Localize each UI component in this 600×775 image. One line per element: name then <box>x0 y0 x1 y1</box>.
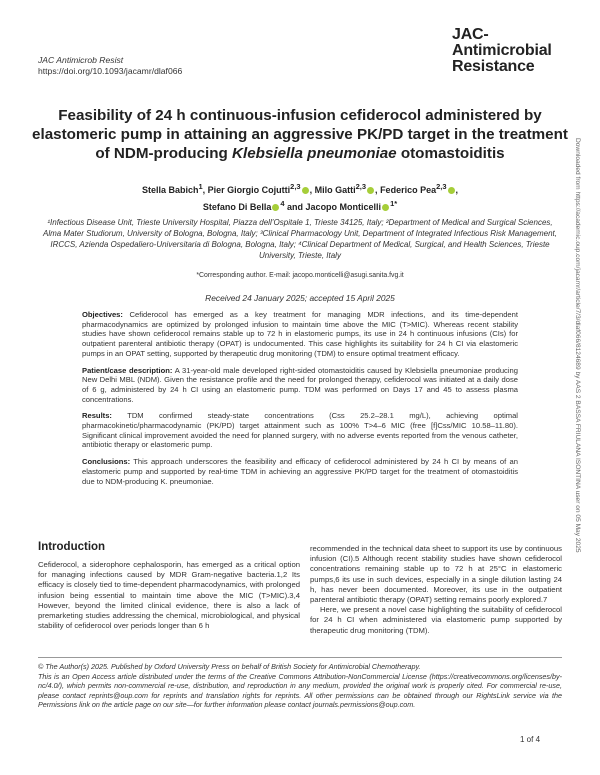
download-watermark-text: Downloaded from https://academic.oup.com/jacamr/article/7/3/dlaf066/8124689 by AAS 2 BASSA FRIULANA ISONTINA user on 05 May 2025 <box>574 138 581 553</box>
abstract-label: Objectives: <box>82 310 123 319</box>
intro-paragraph: Here, we present a novel case highlighting the suitability of cefiderocol for 24 h CI when administered via elastomeric pump supported by therapeutic drug monitoring (TDM). <box>310 605 562 635</box>
orcid-icon[interactable] <box>367 187 374 194</box>
author-affil-sup: 2,3 <box>290 182 301 191</box>
journal-name: JAC Antimicrob Resist <box>38 55 124 65</box>
brand-line-3: Resistance <box>452 58 535 75</box>
abstract-objectives <box>82 310 518 359</box>
brand-line-2: Antimicrobial <box>452 42 552 59</box>
license-footer <box>38 662 562 710</box>
intro-paragraph: Cefiderocol, a siderophore cephalosporin, has emerged as a critical option for managing infections caused by MDR Gram-negative bacteria.1,2 Its efficacy is closely tied to time-dependent pharmacodynamics, with prolonged infusion being essential to maintain time above the MIC (T>MIC).3,4 However, beyond the limited clinical evidence, there is also a lack of premarketing studies addressing the chemical, microbiological, and physical stability of cefiderocol over periods longer than 6 h <box>38 560 300 631</box>
abstract-text: A 31-year-old male developed right-sided otomastoiditis caused by Klebsiella pneumoniae producing New Delhi MBL (NDM). Given the resistance profile and the need for prolonged therapy, cefiderocol was initiated at a daily dose of 6 g, administered by 24 h CI using an elastomeric pump. TDM was performed on Days 17 and 45 to assess plasma concentrations. <box>82 365 518 404</box>
author[interactable]: Stefano Di Bella <box>202 202 272 212</box>
abstract-text: This approach underscores the feasibility and efficacy of cefiderocol administered by 24 h CI by means of an elastomeric pump and supported by real-time TDM in achieving an aggressive PK/PD target for the treatment of otomastoiditis due to NDM-producing K. pneumoniae. <box>82 457 518 486</box>
page-number: 1 of 4 <box>520 735 541 744</box>
abstract-patient <box>82 366 518 405</box>
author-affil-sup: 4 <box>280 199 285 208</box>
intro-paragraph: recommended in the technical data sheet to support its use by continuous infusion (CI).5 Although recent stability studies have shown cefiderocol concentrations remaining stable up to 72 h at 25°C in elastomeric pumps,6 its use in such devices, especially in a single dilution lasting 24 h, has never been documented. Moreover, its use in the outpatient parenteral antibiotic therapy (OPAT) setting remains poorly explored.7 <box>310 544 562 605</box>
author[interactable]: Milo Gatti <box>314 185 356 195</box>
title-main: Feasibility of 24 h continuous-infusion cefiderocol administered by elastomeric pump in attaining an aggressive PK/PD target in the treatment of NDM-producing <box>32 107 568 162</box>
title-end: otomastoiditis <box>396 145 505 162</box>
abstract-label: Results: <box>82 411 112 421</box>
doi-link[interactable]: https://doi.org/10.1093/jacamr/dlaf066 <box>38 66 183 76</box>
author-affil-sup: 1 <box>198 182 203 191</box>
intro-column-left <box>38 560 300 631</box>
intro-column-right <box>310 544 562 636</box>
download-watermark <box>570 138 584 646</box>
author-affil-sup: 2,3 <box>436 182 447 191</box>
received-dates: Received 24 January 2025; accepted 15 April 2025 <box>205 293 395 303</box>
license-text: This is an Open Access article distributed under the terms of the Creative Commons Attribution-NonCommercial License (https://creativecommons.org/licenses/by-nc/4.0/), which permits non-commercial re-use, distribution, and reproduction in any medium, provided the original work is properly cited. For commercial re-use, please contact reprints@oup.com for reprints and translation rights for reprints. All other permissions can be obtained through our RightsLink service via the Permissions link on the article page on our site—for further information please contact journals.permissions@oup.com. <box>38 671 562 710</box>
affiliations: ¹Infectious Disease Unit, Trieste University Hospital, Piazza dell’Ospitale 1, Trieste 34125, Italy; ²Department of Medical and Surgical Sciences, Alma Mater Studiorum, University of Bologna, Bologna, Italy; ³Clinical Pharmacology Unit, Department of Integrated Infectious Risk Management, IRCCS, Azienda Ospedaliero-Universitaria di Bologna, Bologna, Italy; ⁴Clinical Department of Medical, Surgical, and Health Sciences, Trieste University, Trieste, Italy <box>42 218 557 260</box>
orcid-icon[interactable] <box>382 204 389 211</box>
author-affil-sup: 1* <box>390 199 398 208</box>
brand-line-1: JAC- <box>452 26 489 43</box>
orcid-icon[interactable] <box>272 204 279 211</box>
author-affil-sup: 2,3 <box>355 182 367 191</box>
author[interactable]: Jacopo Monticelli <box>305 202 382 212</box>
author[interactable]: Stella Babich <box>141 185 199 195</box>
footer-divider <box>38 657 562 658</box>
author[interactable]: Pier Giorgio Cojutti <box>207 185 291 195</box>
author-list: Stella Babich$^1$, Pier Giorgio Cojutti$^{2,3}$ , Milo Gatti$^{2,3}$ , Federico Pea$^{2,3}$ , Stefano Di Bella $^4$ and Jacopo Monticelli $^{1*}$ <box>141 182 459 212</box>
orcid-icon[interactable] <box>448 187 455 194</box>
corresponding-author: *Corresponding author. E-mail: jacopo.monticelli@asugi.sanita.fvg.it <box>196 272 404 279</box>
abstract-label: Conclusions: <box>82 457 131 467</box>
abstract-conclusions <box>82 457 518 486</box>
abstract-label: Patient/case description: <box>82 365 173 375</box>
orcid-icon[interactable] <box>302 187 309 194</box>
section-heading-introduction: Introduction <box>38 541 106 553</box>
title-species: Klebsiella pneumoniae <box>232 145 397 162</box>
abstract-text: TDM confirmed steady-state concentrations (Css 25.2–28.1 mg/L), achieving optimal pharmacokinetic/pharmacodynamic (PK/PD) target attainment such as 100% T>4–6 MIC (free [f]Css/MIC 10.58–11.80). Significant clinical improvement avoided the need for planned surgery, with no adverse events reported from the venous catheter, antibiotic therapy or elastomeric pump. <box>82 411 518 450</box>
abstract-text: Cefiderocol has emerged as a key treatment for managing MDR infections, and its time-dependent pharmacodynamics are optimized by prolonged infusion to maintain time above the MIC (T>MIC). Whereas recent stability studies have shown cefiderocol remains stable up to 72 h in elastomeric pumps, its use in 24 h continuous infusions (CIs) for outpatient parenteral antibiotic therapy (OPAT) is undocumented. This case highlights its suitability for 24 h CI via elastomeric pumps in an OPAT setting, supported by therapeutic drug monitoring (TDM) to ensure optimal treatment efficacy. <box>82 310 518 358</box>
article-title <box>30 106 570 163</box>
copyright-line: © The Author(s) 2025. Published by Oxford University Press on behalf of British Society for Antimicrobial Chemotherapy. <box>38 662 421 671</box>
abstract-results <box>82 411 518 450</box>
author[interactable]: Federico Pea <box>380 185 437 195</box>
journal-brand <box>452 27 552 75</box>
abstract <box>82 310 518 493</box>
